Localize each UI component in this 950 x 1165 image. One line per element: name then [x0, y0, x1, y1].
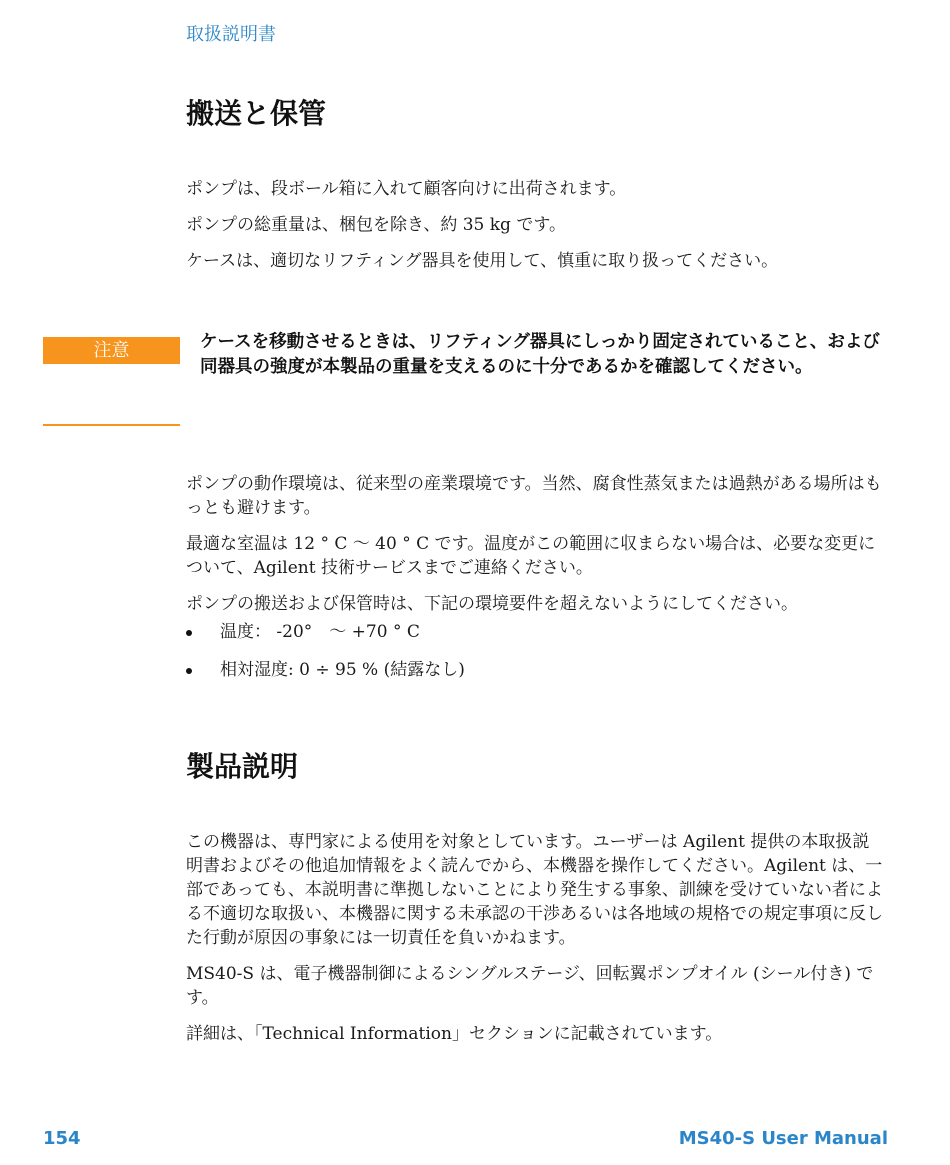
manual-title: MS40-S User Manual	[678, 1128, 888, 1149]
section-heading-product-description: 製品説明	[186, 750, 299, 783]
paragraph: ケースは、適切なリフティング器具を使用して、慎重に取り扱ってください。	[186, 251, 779, 271]
caution-divider	[43, 424, 180, 426]
list-item	[186, 620, 886, 658]
environment-requirements-list	[186, 620, 886, 696]
list-item	[186, 658, 886, 696]
paragraph: 詳細は、「Technical Information」セクションに記載されています。	[186, 1024, 723, 1044]
paragraph: ポンプは、段ボール箱に入れて顧客向けに出荷されます。	[186, 179, 627, 199]
bullet-icon	[186, 668, 192, 674]
paragraph: この機器は、専門家による使用を対象としています。ユーザーは Agilent 提供の本取扱説明書およびその他追加情報をよく読んでから、本機器を操作してください。Agilent は、一部であっても、本説明書に準拠しないことにより発生する事象、訓練を受けていない者による不適切な取扱い、本機器に関する未承認の干渉あるいは各地域の規格での規定事項に反した行動が原因の事象には一切責任を負いかねます。	[186, 832, 883, 948]
list-item-text: 相対湿度: 0 ÷ 95 % (結露なし)	[220, 660, 465, 680]
environment-text	[186, 472, 886, 616]
paragraph: ポンプの総重量は、梱包を除き、約 35 kg です。	[186, 215, 566, 235]
section-heading-transport: 搬送と保管	[186, 97, 327, 130]
paragraph: ポンプの動作環境は、従来型の産業環境です。当然、腐食性蒸気または過熱がある場所はもっとも避けます。	[186, 474, 882, 518]
running-header: 取扱説明書	[186, 24, 276, 45]
paragraph: MS40-S は、電子機器制御によるシングルステージ、回転翼ポンプオイル (シール付き) です。	[186, 964, 874, 1008]
paragraph: ポンプの搬送および保管時は、下記の環境要件を超えないようにしてください。	[186, 594, 798, 614]
transport-intro	[186, 177, 886, 273]
product-description-text	[186, 830, 886, 1046]
paragraph: 最適な室温は 12 ° C ～ 40 ° C です。温度がこの範囲に収まらない場合は、必要な変更について、Agilent 技術サービスまでご連絡ください。	[186, 534, 876, 578]
caution-badge: 注意	[43, 337, 180, 364]
caution-text: ケースを移動させるときは、リフティング器具にしっかり固定されていること、および同器具の強度が本製品の重量を支えるのに十分であるかを確認してください。	[200, 332, 880, 377]
list-item-text: 温度： -20° ～ +70 ° C	[220, 622, 420, 642]
bullet-icon	[186, 630, 192, 636]
page-number: 154	[43, 1128, 81, 1149]
